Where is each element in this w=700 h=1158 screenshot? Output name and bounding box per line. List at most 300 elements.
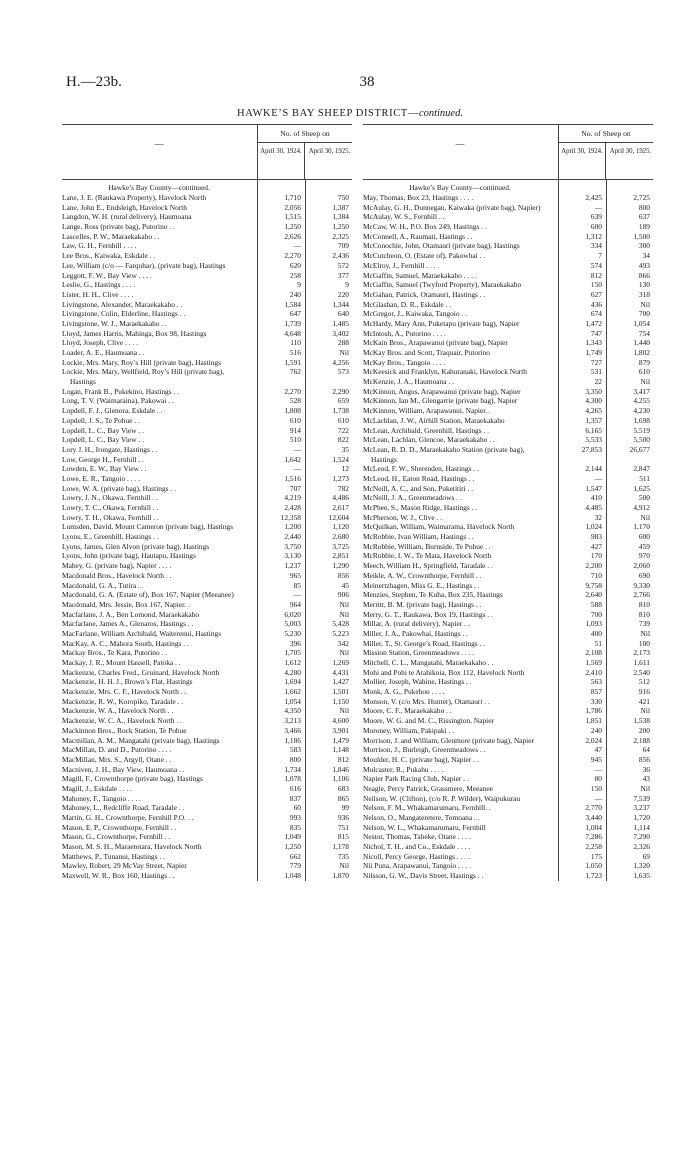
table-row: [363, 445, 653, 464]
sheep-1924: 330: [590, 696, 602, 706]
sheep-1925: 1,501: [332, 687, 349, 697]
owner-name: Leslie, G., Hastings . . . .: [62, 280, 136, 290]
table-row: [363, 871, 653, 881]
owner-name: Lowe, W. A. (private bag), Hastings . .: [62, 483, 176, 493]
sheep-1925: 1,387: [332, 202, 349, 212]
owner-name: Meech, William H., Springfield, Taradale . .: [363, 561, 493, 571]
owner-name: McNeill, J. A., Greenmeadows . .: [363, 493, 462, 503]
sheep-1924: 400: [590, 628, 602, 638]
owner-name: McKay Bros. and Scott, Traquair, Putorino: [363, 348, 490, 357]
sheep-1924: 150: [590, 783, 602, 793]
owner-name: McLean, Archibald, Greenhill, Hastings . .: [363, 425, 490, 435]
sheep-1925: 493: [638, 260, 650, 270]
owner-name: Meikle, A. W., Crownthorpe, Fernhill . .: [363, 570, 482, 580]
sheep-1925: 2,436: [332, 251, 349, 261]
sheep-1924: 1,851: [585, 716, 602, 726]
sheep-1925: 4,600: [332, 716, 349, 726]
sheep-1924: 620: [289, 260, 301, 270]
sheep-1924: 837: [289, 793, 301, 803]
sheep-1924: 9,758: [585, 580, 602, 590]
sheep-1924: 639: [590, 212, 602, 222]
sheep-1925: 36: [642, 764, 650, 774]
sheep-1924: 1,808: [284, 406, 301, 416]
owner-name: Lloyd, Joseph, Clive . . . .: [62, 338, 138, 348]
sheep-1925: 856: [337, 570, 349, 580]
sheep-1925: 640: [337, 309, 349, 319]
sheep-1925: 1,870: [332, 871, 349, 881]
owner-name: Napier Park Racing Club, Napier . .: [363, 774, 469, 784]
sheep-1924: 1,237: [284, 561, 301, 571]
sheep-1925: 700: [638, 309, 650, 319]
owner-name: Mabey, G. (private bag), Napier . . . .: [62, 561, 172, 571]
owner-name: Mason, G., Crownthorpe, Fernhill . .: [62, 832, 171, 842]
table-row: [363, 745, 653, 755]
table-row: [62, 203, 352, 213]
table-row: [62, 629, 352, 639]
sheep-1925: 1,698: [633, 415, 650, 425]
sheep-1924: 835: [289, 822, 301, 832]
table-row: [363, 706, 653, 716]
owner-name: Macdonald, G. A., Tutira . .: [62, 580, 144, 590]
table-row: [363, 300, 653, 310]
sheep-1925: 610: [337, 415, 349, 425]
table-row: [363, 232, 653, 242]
owner-name: Lyons, E., Greenhill, Hastings . .: [62, 532, 159, 542]
sheep-1924: 574: [590, 260, 602, 270]
sheep-1925: 3,417: [633, 386, 650, 396]
sheep-1925: Nil: [640, 628, 650, 638]
sheep-1924: 2,270: [284, 251, 301, 261]
sheep-1925: 3,402: [332, 328, 349, 338]
sheep-1925: Nil: [339, 599, 349, 609]
owner-name: Mohi and Pohi te Atahikoia, Box 112, Havelock North: [363, 667, 525, 677]
owner-name: Moulder, H. C. (private bag), Napier . .: [363, 754, 479, 764]
table-row: [363, 842, 653, 852]
sheep-1925: 600: [638, 532, 650, 542]
owner-name: McRobbie, Ivan William, Hastings . .: [363, 532, 474, 542]
owner-name: Lee, William (c/o — Farquhar), (private bag), Hastings: [62, 260, 226, 270]
owner-name: McLachlan, J. W., Airhill Station, Maraekakaho: [363, 415, 505, 425]
sheep-1925: 812: [337, 754, 349, 764]
owner-name: McConochie, John, Otamauri (private bag), Hastings: [363, 241, 520, 251]
title-continued: continued.: [418, 108, 463, 119]
sheep-1924: —: [594, 473, 602, 483]
owner-name: Millar, A. (rural delivery), Napier . .: [363, 619, 470, 629]
table-row: [363, 639, 653, 649]
sheep-1925: 936: [337, 813, 349, 822]
sheep-1924: 4,485: [585, 503, 602, 512]
owner-name: McGaffin, Samuel (Twyford Property), Maraekakaho: [363, 280, 522, 290]
owner-name: McGlashan, D. R., Eskdale . .: [363, 299, 452, 309]
owner-name: Monson, V. (c/o Mrs. Hunter), Otamauri . .: [363, 696, 490, 706]
table-row: [363, 590, 653, 600]
owner-name: McCutcheon, O. (Estate of), Pakowhai . .: [363, 251, 486, 261]
sheep-1925: 1,344: [332, 299, 349, 309]
owner-name: Neagle, Percy Patrick, Grassmere, Meeanee: [363, 783, 493, 793]
table-row: [62, 290, 352, 300]
sheep-1925: 2,325: [332, 231, 349, 241]
table-row: [363, 309, 653, 319]
owner-name: Mission Station, Greenmeadows . . . .: [363, 648, 475, 658]
owner-name: Magill, J., Eskdale . . . .: [62, 783, 132, 793]
owner-name: Lowden, E. W., Bay View . .: [62, 464, 147, 474]
table-row: [363, 348, 653, 358]
owner-name: Nilsson, G. W., Davis Street, Hastings . .: [363, 871, 484, 881]
sheep-1925: 300: [638, 241, 650, 251]
sheep-1925: 1,273: [332, 473, 349, 483]
sheep-1924: 1,723: [585, 871, 602, 881]
owner-name: MacKay, A. C., Mahora South, Hastings . .: [62, 638, 189, 648]
table-row: [363, 532, 653, 542]
owner-name: Lyons, James, Glen Alvon (private bag), Hastings: [62, 541, 210, 551]
table-row: [363, 474, 653, 484]
sheep-1924: 2,640: [585, 590, 602, 600]
year-1925-header: April 30, 1925.: [609, 148, 652, 155]
sheep-1924: 1,547: [585, 483, 602, 493]
sheep-count-header: [558, 125, 653, 179]
table-row: [363, 765, 653, 775]
owner-name: McConnell, A., Raumati, Hastings . .: [363, 231, 473, 241]
table-row: [62, 358, 352, 368]
owner-name: McKay Bros., Tangoio . . . .: [363, 357, 446, 367]
table-row: [62, 309, 352, 319]
sheep-1924: 1,343: [585, 338, 602, 348]
table-row: [62, 590, 352, 600]
sheep-1925: 1,106: [332, 774, 349, 784]
owner-name: Livingstone, W. J., Maraekakaho . .: [62, 318, 167, 328]
sheep-1925: 35: [341, 444, 349, 454]
owner-name: Logan, Frank B., Pukekino, Hastings . .: [62, 386, 180, 396]
sheep-1924: 710: [590, 570, 602, 580]
owner-name: Maxwell, W. R., Box 160, Hastings . .: [62, 871, 175, 881]
owner-name: Nelson, W. L., Whakamarumaru, Fernhill: [363, 822, 486, 832]
table-row: [363, 803, 653, 813]
owner-name: McIntosh, A., Putorino . . . .: [363, 328, 446, 338]
sheep-1925: 1,738: [332, 406, 349, 416]
owner-name: Lowry, T. H., Okawa, Fernhill . .: [62, 512, 159, 522]
sheep-1925: 751: [337, 822, 349, 832]
sheep-1924: 1,642: [284, 454, 301, 464]
table-row: [363, 513, 653, 523]
sheep-1925: 5,428: [332, 619, 349, 629]
sheep-1924: 1,591: [284, 357, 301, 367]
sheep-1925: 739: [638, 619, 650, 629]
owner-name: Matthews, P., Tunanui, Hastings . .: [62, 851, 165, 861]
sheep-1924: 531: [590, 367, 602, 377]
sheep-1925: 866: [638, 270, 650, 280]
owner-name: McAulay, G. H., Dunnegan, Kaiwaka (private bag), Napier): [363, 202, 541, 212]
sheep-1925: 2,188: [633, 735, 650, 745]
sheep-1924: 616: [289, 783, 301, 793]
sheep-1924: 436: [590, 299, 602, 309]
sheep-1925: 45: [341, 580, 349, 590]
name-column-header: —: [455, 139, 465, 149]
table-row: [363, 367, 653, 377]
sheep-1924: 4,300: [585, 396, 602, 406]
right-table: [363, 124, 653, 881]
sheep-1924: 5,230: [284, 628, 301, 638]
sheep-1925: 1,320: [633, 861, 650, 871]
sheep-1925: 1,635: [633, 871, 650, 881]
table-row: [363, 726, 653, 736]
table-row: [62, 551, 352, 561]
table-row: [363, 561, 653, 571]
sheep-1925: 815: [337, 832, 349, 842]
table-row: [363, 551, 653, 561]
sheep-1924: 2,144: [585, 464, 602, 474]
sheep-1924: 610: [289, 415, 301, 425]
owner-name: McElroy, J., Fernhill . . . .: [363, 260, 440, 270]
owner-name: Nii Puna, Arapawanui, Tangoio . . . .: [363, 861, 471, 871]
sheep-1925: 99: [341, 803, 349, 813]
owner-name: Mulcaster, R., Pukahu . . . .: [363, 764, 444, 774]
table-row: [62, 600, 352, 610]
table-row: [363, 832, 653, 842]
owner-name: Merry, G. T., Raukawa, Box 19, Hastings . .: [363, 609, 493, 619]
sheep-1925: 200: [638, 725, 650, 735]
sheep-1925: Nil: [640, 299, 650, 309]
sheep-1924: 410: [590, 493, 602, 503]
table-row: [62, 416, 352, 426]
owner-name: Lascelles, P. W., Maraekakaho . .: [62, 231, 160, 241]
table-row: [363, 493, 653, 503]
sheep-1925: 810: [638, 599, 650, 609]
owner-name: Lane, John E., Endsleigh, Havelock North: [62, 202, 187, 212]
sheep-1925: 822: [337, 435, 349, 445]
sheep-1924: 150: [590, 280, 602, 290]
owner-name: Nelson, F. M., Whakamarumaru, Fernhill. .: [363, 803, 491, 813]
sheep-1925: 1,479: [332, 735, 349, 745]
table-row: [62, 794, 352, 804]
sheep-1924: 9: [297, 280, 301, 290]
sheep-1924: 2,425: [585, 193, 602, 202]
owner-name: Lane, J. E. (Raukawa Property), Havelock North: [62, 193, 207, 202]
sheep-1924: —: [293, 241, 301, 251]
sheep-1925: 750: [337, 193, 349, 202]
table-row: [363, 861, 653, 871]
table-row: [363, 338, 653, 348]
page-header: [66, 74, 668, 94]
owner-name: Low, George H., Fernhill . .: [62, 454, 144, 464]
sheep-1925: 2,326: [633, 842, 650, 852]
table-row: [62, 861, 352, 871]
owner-name: Lopdell, F. J., Glenora, Eskdale . .: [62, 406, 163, 416]
sheep-1924: 170: [590, 551, 602, 561]
owner-name: Macniven, J. H., Bay View, Haumoana . .: [62, 764, 185, 774]
table-row: [363, 416, 653, 426]
table-row: [62, 745, 352, 755]
sheep-1925: 377: [337, 270, 349, 280]
owner-name: Mitchell, C. L., Mangatahi, Maraekakaho . .: [363, 658, 494, 667]
sheep-1924: 1,004: [585, 822, 602, 832]
owner-name: Mackay Bros., Te Kara, Putorino . .: [62, 648, 168, 658]
table-row: [62, 193, 352, 203]
table-row: [62, 212, 352, 222]
sheep-1925: Nil: [640, 783, 650, 793]
table-row: [62, 300, 352, 310]
sheep-1924: 4,219: [284, 493, 301, 503]
table-row: [363, 823, 653, 833]
sheep-1925: 4,431: [332, 667, 349, 677]
table-row: [62, 338, 352, 348]
table-row: [363, 396, 653, 406]
sheep-1924: 175: [590, 851, 602, 861]
sheep-1925: 637: [638, 212, 650, 222]
owner-name: Mackenzie, H. H. J., Brown’s Flat, Hastings: [62, 677, 193, 687]
sheep-1924: 1,093: [585, 619, 602, 629]
owner-name: Long, T. V. (Waimaraina), Pakowai . .: [62, 396, 174, 406]
sheep-1924: 4,265: [585, 406, 602, 416]
owner-name: Lee Bros., Kaiwaka, Eskdale . .: [62, 251, 156, 261]
sheep-1924: 1,786: [585, 706, 602, 716]
owner-name: Lockie, Mrs. Mary, Wellfield, Roy’s Hill (private bag), Hastings: [62, 367, 225, 387]
sheep-1924: 1,516: [284, 473, 301, 483]
sheep-1924: 945: [590, 754, 602, 764]
sheep-1924: 1,694: [284, 677, 301, 687]
sheep-1924: 1,049: [284, 832, 301, 842]
owner-name: May, Thomas, Box 23, Hastings . . . .: [363, 193, 474, 202]
sheep-1924: 1,612: [284, 658, 301, 667]
table-row: [363, 755, 653, 765]
owner-name: Lockie, Mrs. Mary, Roy’s Hill (private bag), Hastings: [62, 357, 222, 367]
owner-name: Macdonald Bros., Havelock North . .: [62, 570, 172, 580]
name-column-header: —: [154, 139, 164, 149]
sheep-1924: 588: [590, 599, 602, 609]
owner-name: McRobbie, William, Burnside, Te Pohue . .: [363, 541, 491, 551]
sheep-1925: Nil: [339, 609, 349, 619]
sheep-1925: 659: [337, 396, 349, 406]
sheep-1925: 12: [341, 464, 349, 474]
sheep-1925: 1,440: [633, 338, 650, 348]
sheep-1925: 511: [639, 473, 650, 483]
sheep-1924: 3,750: [284, 541, 301, 551]
owner-name: Macfarlane, J. A., Ben Lomond, Maraekakaho: [62, 609, 200, 619]
owner-name: McQuilkan, William, Waimarama, Havelock North: [363, 522, 515, 532]
owner-name: Mackenzie, Mrs. C. F., Havelock North . .: [62, 687, 187, 697]
sheep-1925: 1,148: [332, 745, 349, 755]
owner-name: Moore, C. F., Maraekakaho . .: [363, 706, 452, 716]
sheep-1925: 1,178: [332, 842, 349, 852]
owner-name: Moroney, William, Pakipaki . .: [363, 725, 455, 735]
table-row: [62, 406, 352, 416]
table-row: [62, 648, 352, 658]
owner-name: Lloyd, James Harris, Mahinga, Box 98, Hastings: [62, 328, 207, 338]
year-1924-header: April 30, 1924.: [559, 143, 606, 179]
sheep-1924: 240: [590, 725, 602, 735]
sheep-1924: 1,472: [585, 318, 602, 328]
table-row: [363, 648, 653, 658]
sheep-1925: Nil: [640, 706, 650, 716]
sheep-1924: 4,280: [284, 667, 301, 677]
sheep-1925: 9,330: [633, 580, 650, 590]
sheep-1924: 812: [590, 270, 602, 280]
table-row: [363, 813, 653, 823]
table-row: [62, 784, 352, 794]
owner-name: McKinnon, Ian M., Glengarrie (private bag), Napier: [363, 396, 518, 406]
sheep-1925: Nil: [339, 861, 349, 871]
sheep-1924: 1,584: [284, 299, 301, 309]
sheep-1924: 1,357: [585, 415, 602, 425]
table-row: [363, 736, 653, 746]
table-row: [62, 251, 352, 261]
sheep-1924: 85: [293, 580, 301, 590]
owner-name: Mason, E. P., Crownthorpe, Fernhill . .: [62, 822, 177, 832]
sheep-1924: 2,056: [284, 202, 301, 212]
sheep-1925: 2,540: [633, 667, 650, 677]
sheep-1925: 3,901: [332, 725, 349, 735]
table-row: [62, 755, 352, 765]
sheep-1924: 965: [289, 570, 301, 580]
owner-name: Mawley, Robert, 29 McVay Street, Napier: [62, 861, 187, 871]
table-row: [62, 445, 352, 455]
owner-name: Langdon, W. H. (rural delivery), Haumoana: [62, 212, 192, 222]
table-row: [62, 367, 352, 386]
sheep-1924: 6,165: [585, 425, 602, 435]
sheep-1925: 1,524: [332, 454, 349, 464]
sheep-1924: 914: [289, 425, 301, 435]
table-row: [363, 794, 653, 804]
table-row: [62, 435, 352, 445]
table-row: [62, 687, 352, 697]
sheep-1924: 4,648: [284, 328, 301, 338]
table-row: [62, 668, 352, 678]
table-row: [363, 193, 653, 203]
sheep-1925: 1,384: [332, 212, 349, 222]
sheep-1925: 1,802: [633, 348, 650, 357]
table-header: [363, 124, 653, 180]
owner-name: MacMillan, D. and D., Putorino . . . .: [62, 745, 172, 755]
table-row: [62, 736, 352, 746]
owner-name: Mackinnon Bros., Rock Station, Te Pohue: [62, 725, 187, 735]
owner-name: Mahoney, F., Tangoio . . . .: [62, 793, 141, 803]
sheep-1925: 856: [638, 754, 650, 764]
table-row: [62, 832, 352, 842]
sheep-1924: 964: [289, 599, 301, 609]
owner-name: Menzies, Stephen, Te Kuha, Box 235, Hastings: [363, 590, 503, 600]
sheep-1925: 4,256: [332, 357, 349, 367]
table-row: [363, 677, 653, 687]
sheep-1925: 2,060: [633, 561, 650, 571]
sheep-1925: 1,538: [633, 716, 650, 726]
sheep-1925: 3,725: [332, 541, 349, 551]
owner-name: Morrison, J., Burleigh, Greenmeadows . .: [363, 745, 486, 755]
sheep-1925: 4,486: [332, 493, 349, 503]
sheep-1925: 5,519: [633, 425, 650, 435]
sheep-1925: 288: [337, 338, 349, 348]
sheep-1924: 1,705: [284, 648, 301, 658]
sheep-1925: 1,846: [332, 764, 349, 774]
table-row: [363, 522, 653, 532]
sheep-1925: 709: [337, 241, 349, 251]
table-row: [363, 261, 653, 271]
sheep-1924: 3,440: [585, 813, 602, 822]
sheep-1924: 3,213: [284, 716, 301, 726]
owner-name: McRobbie, I. W., Te Mata, Havelock North: [363, 551, 492, 561]
sheep-1924: 983: [590, 532, 602, 542]
table-row: [62, 387, 352, 397]
sheep-1924: 240: [289, 289, 301, 299]
table-row: [363, 358, 653, 368]
table-row: [62, 455, 352, 465]
owner-name: MacFarlane, William Archibald, Waiterenui, Hastings: [62, 628, 222, 638]
sheep-1924: 762: [289, 367, 301, 377]
sheep-1924: 1,250: [284, 842, 301, 852]
owner-name: Mason, M. S. H., Maraetotara, Havelock North: [62, 842, 202, 852]
table-row: [363, 251, 653, 261]
sheep-1925: 100: [638, 638, 650, 648]
sheep-1924: —: [594, 764, 602, 774]
owner-name: McKinnon, Angus, Arapawanui (private bag), Napier: [363, 386, 521, 396]
